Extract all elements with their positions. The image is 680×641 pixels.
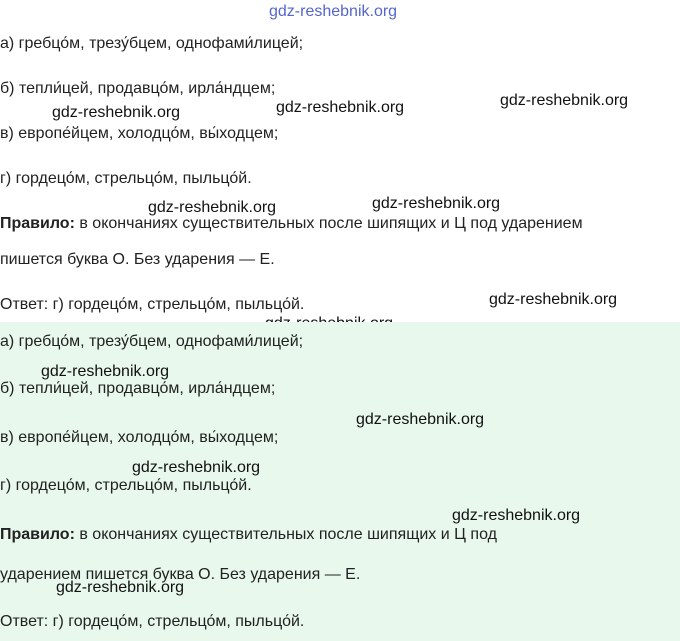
answer-line-a: а) гребцо́м, трезу́бцем, однофами́лицей; [0, 333, 304, 350]
answer-line-b: б) тепли́цей, продавцо́м, ирла́ндцем; [0, 380, 276, 397]
watermark: gdz-reshebnik.org [489, 291, 618, 308]
watermark: gdz-reshebnik.org [56, 579, 185, 596]
answer-line-g: г) гордецо́м, стрельцо́м, пыльцо́й. [0, 477, 252, 494]
answer-line-v: в) европе́йцем, холодцо́м, вы́ходцем; [0, 429, 279, 446]
watermark: gdz-reshebnik.org [41, 363, 170, 380]
watermark: gdz-reshebnik.org [52, 104, 181, 121]
answer-line-b: б) тепли́цей, продавцо́м, ирла́ндцем; [0, 80, 276, 97]
rule-text-line-1: в окончаниях существительных после шипящих и Ц под ударением [74, 215, 583, 232]
answer-line-v: в) европе́йцем, холодцо́м, вы́ходцем; [0, 125, 279, 142]
answer-line-a: а) гребцо́м, трезу́бцем, однофами́лицей; [0, 35, 304, 52]
final-answer: Ответ: г) гордецо́м, стрельцо́м, пыльцо́й. [0, 613, 305, 630]
rule-text-line-2: пишется буква О. Без ударения — Е. [0, 251, 275, 268]
rule-paragraph [0, 525, 497, 545]
rule-text-line-2: ударением пишется буква О. Без ударения — Е. [0, 566, 361, 583]
watermark: gdz-reshebnik.org [276, 99, 405, 116]
watermark: gdz-reshebnik.org [500, 92, 629, 109]
watermark: gdz-reshebnik.org [452, 507, 581, 524]
rule-label: Правило: [0, 526, 75, 543]
header-watermark: gdz-reshebnik.org [269, 3, 398, 20]
rule-label: Правило: [0, 215, 75, 232]
watermark: gdz-reshebnik.org [148, 199, 277, 216]
final-answer: Ответ: г) гордецо́м, стрельцо́м, пыльцо́й. [0, 296, 305, 313]
watermark: gdz-reshebnik.org [132, 459, 261, 476]
watermark: gdz-reshebnik.org [372, 195, 501, 212]
rule-text-line-1: в окончаниях существительных после шипящих и Ц под [74, 526, 497, 543]
solution-block-2 [0, 322, 680, 641]
answer-line-g: г) гордецо́м, стрельцо́м, пыльцо́й. [0, 170, 252, 187]
rule-paragraph [0, 214, 583, 234]
watermark: gdz-reshebnik.org [356, 411, 485, 428]
